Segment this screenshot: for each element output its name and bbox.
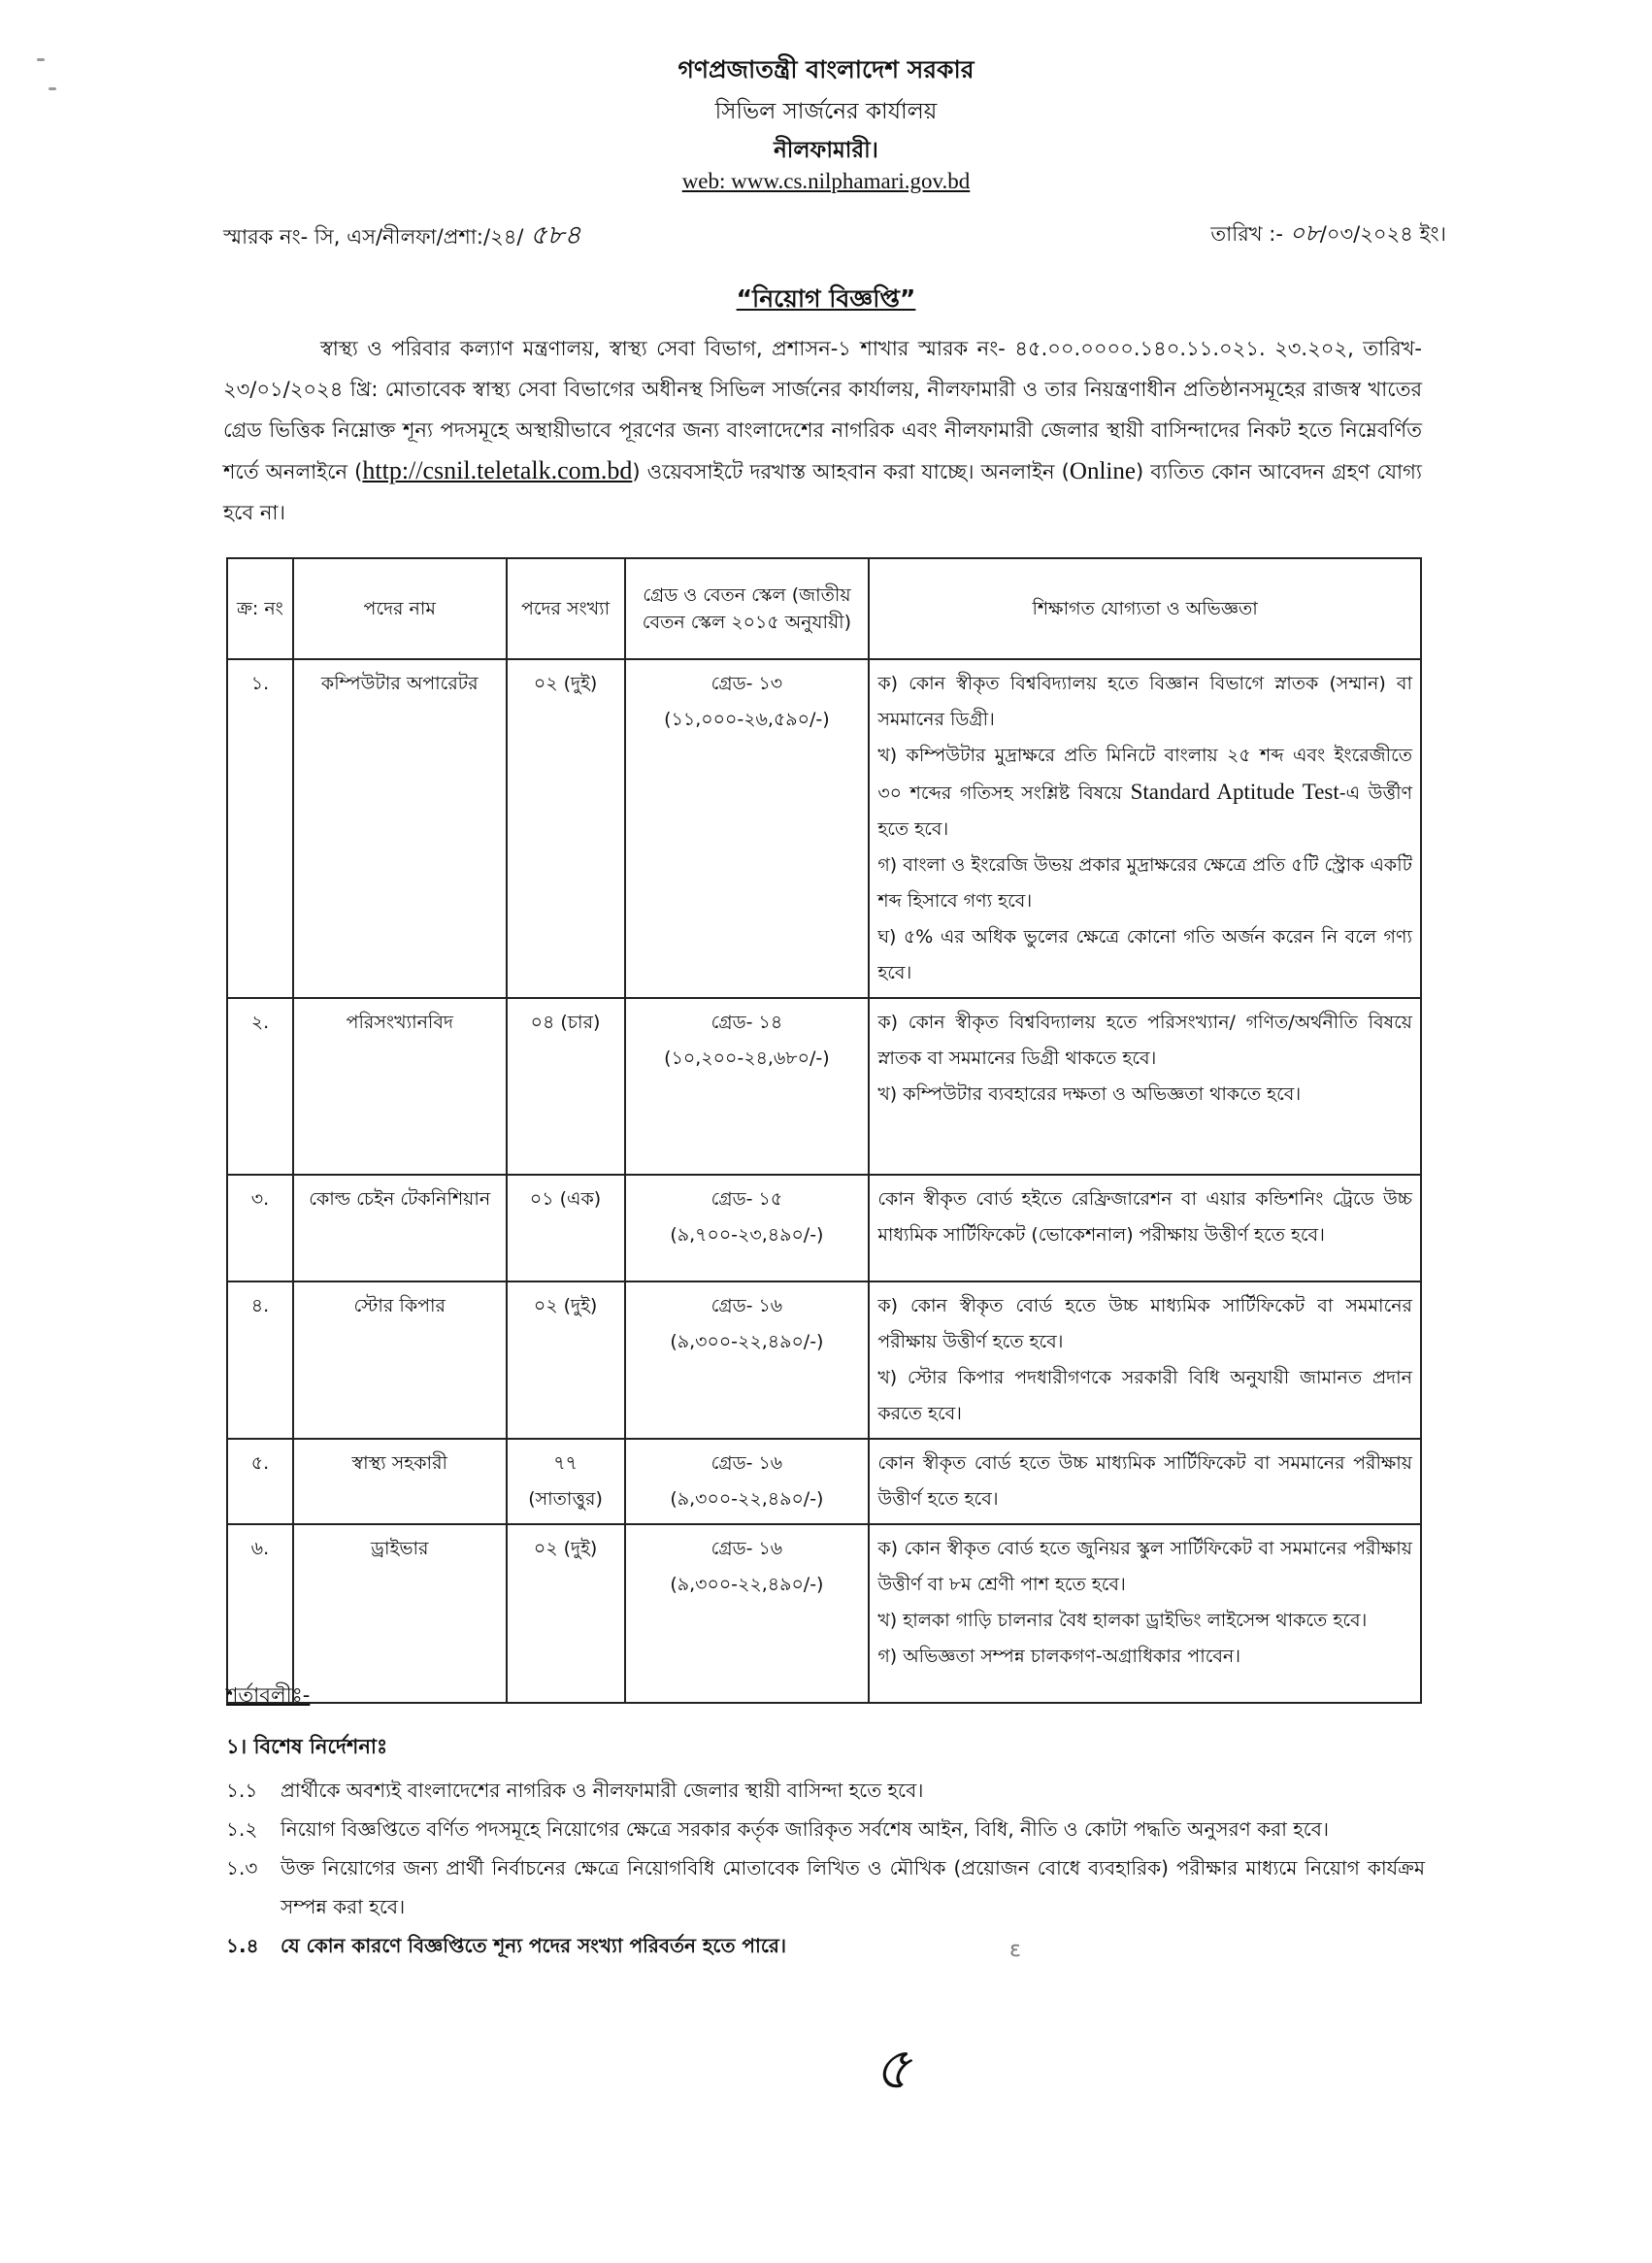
vacancy-table — [226, 557, 1422, 1704]
condition-text: যে কোন কারণে বিজ্ঞপ্তিতে শূন্য পদের সংখ্যা পরিবর্তন হতে পারে। — [281, 1934, 787, 1957]
row-qualification — [869, 1281, 1421, 1439]
row-grade — [625, 659, 870, 998]
date-label: তারিখ :- — [1210, 222, 1283, 246]
qual-item: ক) কোন স্বীকৃত বিশ্ববিদ্যালয় হতে পরিসংখ্যান/ গণিত/অর্থনীতি বিষয়ে স্নাতক বা সমমানের ডিগ্রী থাকতে হবে। — [877, 1012, 1412, 1069]
qual-item-latin: Standard Aptitude Test — [1130, 780, 1339, 804]
row-grade — [625, 1439, 870, 1524]
row-qualification — [869, 1524, 1421, 1703]
pay-scale: (১১,০০০-২৬,৫৯০/-) — [664, 709, 830, 730]
pay-scale: (১০,২০০-২৪,৬৮০/-) — [664, 1048, 830, 1069]
grade-label: গ্রেড- ১৩ — [710, 673, 783, 694]
condition-number: ১.১ — [226, 1779, 258, 1802]
intro-paragraph — [223, 328, 1422, 533]
grade-label: গ্রেড- ১৬ — [710, 1295, 783, 1316]
row-qualification — [869, 659, 1421, 998]
qual-item: ক) কোন স্বীকৃত বোর্ড হতে উচ্চ মাধ্যমিক সার্টিফিকেট বা সমমানের পরীক্ষায় উত্তীর্ণ হতে হবে। — [877, 1295, 1412, 1352]
pay-scale: (৯,৩০০-২২,৪৯০/-) — [670, 1331, 824, 1352]
scan-speck — [49, 87, 56, 90]
row-post-count: ০২ (দুই) — [507, 1524, 625, 1703]
condition-number: ১.৩ — [226, 1856, 258, 1880]
row-post-name: ড্রাইভার — [293, 1524, 507, 1703]
grade-label: গ্রেড- ১৫ — [710, 1188, 783, 1210]
row-grade — [625, 1524, 870, 1703]
row-qualification — [869, 1439, 1421, 1524]
intro-text-2: ) ওয়েবসাইটে দরখাস্ত আহবান করা যাচ্ছে। অনলাইন ( — [632, 460, 1070, 483]
qual-item: খ) কম্পিউটার ব্যবহারের দক্ষতা ও অভিজ্ঞতা থাকতে হবে। — [877, 1083, 1302, 1105]
row-post-count: ০২ (দুই) — [507, 659, 625, 998]
condition-item — [226, 1771, 1425, 1810]
condition-text: প্রার্থীকে অবশ্যই বাংলাদেশের নাগরিক ও নীলফামারী জেলার স্থায়ী বাসিন্দা হতে হবে। — [281, 1779, 924, 1802]
row-post-name: স্বাস্থ্য সহকারী — [293, 1439, 507, 1524]
conditions-heading: শর্তাবলীঃ- — [226, 1683, 311, 1707]
row-post-count: ০১ (এক) — [507, 1175, 625, 1281]
row-serial: ২. — [227, 998, 293, 1175]
table-row — [227, 1439, 1421, 1524]
table-row — [227, 659, 1421, 998]
row-grade — [625, 1175, 870, 1281]
memo-label: স্মারক নং- সি, এস/নীলফা/প্রশা:/২৪/ — [223, 225, 524, 249]
date-line — [1210, 216, 1446, 254]
header-post-count: পদের সংখ্যা — [507, 558, 625, 659]
memo-number — [223, 216, 581, 259]
row-serial: ৬. — [227, 1524, 293, 1703]
qual-item-text-end: -এ উর্ত্তীণ হতে হবে। — [877, 782, 1412, 840]
condition-item — [226, 1810, 1425, 1848]
row-post-name: স্টোর কিপার — [293, 1281, 507, 1439]
office-name: সিভিল সার্জনের কার্যালয় — [714, 99, 938, 124]
table-row — [227, 998, 1421, 1175]
date-rest: /০৩/২০২৪ ইং। — [1319, 222, 1446, 246]
apply-url-link[interactable]: http://csnil.teletalk.com.bd — [362, 456, 633, 484]
scan-speck — [37, 58, 45, 61]
header-qualification: শিক্ষাগত যোগ্যতা ও অভিজ্ঞতা — [869, 558, 1421, 659]
row-post-count: ০২ (দুই) — [507, 1281, 625, 1439]
grade-label: গ্রেড- ১৬ — [710, 1538, 783, 1559]
grade-label: গ্রেড- ১৪ — [710, 1012, 783, 1033]
online-word: Online — [1069, 458, 1136, 484]
qual-item: গ) বাংলা ও ইংরেজি উভয় প্রকার মুদ্রাক্ষরের ক্ষেত্রে প্রতি ৫টি স্ট্রোক একটি শব্দ হিসাবে গণ্য হবে। — [877, 854, 1412, 912]
conditions-list — [226, 1771, 1425, 1965]
table-row — [227, 1175, 1421, 1281]
district-name: নীলফামারী। — [774, 138, 878, 163]
govt-title: গণপ্রজাতন্ত্রী বাংলাদেশ সরকার — [677, 55, 975, 83]
qual-item: ঘ) ৫% এর অধিক ভুলের ক্ষেত্রে কোনো গতি অর্জন করেন নি বলে গণ্য হবে। — [877, 926, 1412, 983]
special-instructions-heading: ১। বিশেষ নির্দেশনাঃ — [226, 1735, 388, 1758]
condition-item — [226, 1848, 1425, 1926]
row-grade — [625, 998, 870, 1175]
condition-item — [226, 1926, 1425, 1965]
row-serial: ৩. — [227, 1175, 293, 1281]
page-number-mark: ৫ — [874, 2035, 911, 2103]
pay-scale: (৯,৩০০-২২,৪৯০/-) — [670, 1488, 824, 1510]
condition-text: নিয়োগ বিজ্ঞপ্তিতে বর্ণিত পদসমূহে নিয়োগের ক্ষেত্রে সরকার কর্তৃক জারিকৃত সর্বশেষ আইন, বিধি, নীতি ও কোটা পদ্ধতি অনুসরণ করা হবে। — [281, 1817, 1330, 1841]
row-post-count: ০৪ (চার) — [507, 998, 625, 1175]
qual-item — [877, 738, 1412, 848]
table-row — [227, 1281, 1421, 1439]
date-day: ০৮ — [1289, 219, 1320, 247]
header-grade-scale: গ্রেড ও বেতন স্কেল (জাতীয় বেতন স্কেল ২০১৫ অনুযায়ী) — [625, 558, 870, 659]
row-qualification — [869, 998, 1421, 1175]
notice-title: “নিয়োগ বিজ্ঞপ্তি” — [736, 284, 916, 313]
qual-item: কোন স্বীকৃত বোর্ড হতে উচ্চ মাধ্যমিক সার্টিফিকেট বা সমমানের পরীক্ষায় উত্তীর্ণ হতে হবে। — [877, 1452, 1412, 1510]
qual-item: গ) অভিজ্ঞতা সম্পন্ন চালকগণ-অগ্রাধিকার পাবেন। — [877, 1646, 1241, 1667]
pay-scale: (৯,৭০০-২৩,৪৯০/-) — [670, 1224, 824, 1246]
row-post-name: কোল্ড চেইন টেকনিশিয়ান — [293, 1175, 507, 1281]
memo-handwritten-number: ৫৮৪ — [530, 220, 581, 250]
side-mark: ɛ — [1009, 1938, 1021, 1962]
qual-item: কোন স্বীকৃত বোর্ড হইতে রেফ্রিজারেশন বা এয়ার কন্ডিশনিং ট্রেডে উচ্চ মাধ্যমিক সার্টিফিকেট (ভোকেশনাল) পরীক্ষায় উত্তীর্ণ হতে হবে। — [877, 1188, 1412, 1246]
qual-item: ক) কোন স্বীকৃত বিশ্ববিদ্যালয় হতে বিজ্ঞান বিভাগে স্নাতক (সম্মান) বা সমমানের ডিগ্রী। — [877, 673, 1412, 730]
pay-scale: (৯,৩০০-২২,৪৯০/-) — [670, 1574, 824, 1595]
header-serial: ক্র: নং — [227, 558, 293, 659]
qual-item: খ) স্টোর কিপার পদধারীগণকে সরকারী বিধি অনুযায়ী জামানত প্রদান করতে হবে। — [877, 1367, 1412, 1424]
row-post-name: কম্পিউটার অপারেটর — [293, 659, 507, 998]
row-post-name: পরিসংখ্যানবিদ — [293, 998, 507, 1175]
grade-label: গ্রেড- ১৬ — [710, 1452, 783, 1474]
table-row — [227, 1524, 1421, 1703]
qual-item: খ) হালকা গাড়ি চালনার বৈধ হালকা ড্রাইভিং লাইসেন্স থাকতে হবে। — [877, 1610, 1368, 1631]
website-line: web: www.cs.nilphamari.gov.bd — [681, 169, 971, 193]
header-post-name: পদের নাম — [293, 558, 507, 659]
row-qualification — [869, 1175, 1421, 1281]
qual-item-text: খ) কম্পিউটার মুদ্রাক্ষরে প্রতি মিনিটে বাংলায় ২৫ শব্দ এবং ইংরেজীতে ৩০ শব্দের গতিসহ সংশ্লিষ্ট বিষয়ে — [877, 745, 1412, 804]
row-serial: ১. — [227, 659, 293, 998]
row-serial: ৪. — [227, 1281, 293, 1439]
intro-text-3: ) ব্যতিত কোন আবেদন গ্রহণ যোগ্য হবে না। — [223, 460, 1422, 524]
row-serial: ৫. — [227, 1439, 293, 1524]
condition-number: ১.৪ — [226, 1934, 259, 1957]
condition-number: ১.২ — [226, 1817, 258, 1841]
intro-text-1: স্বাস্থ্য ও পরিবার কল্যাণ মন্ত্রণালয়, স্বাস্থ্য সেবা বিভাগ, প্রশাসন-১ শাখার স্মারক নং- ৪৫.০০.০০০০.১৪০.১১.০২১. ২৩.২০২, তারিখ- ২৩/০১/২০২৪ খ্রি: মোতাবেক স্বাস্থ্য সেবা বিভাগের অধীনস্থ সিভিল সার্জনের কার্যালয়, নীলফামারী ও তার নিয়ন্ত্রণাধীন প্রতিষ্ঠানসমূহের রাজস্ব খাতের গ্রেড ভিত্তিক নিম্নোক্ত শূন্য পদসমূহে অস্থায়ীভাবে পূরণের জন্য বাংলাদেশের নাগরিক এবং নীলফামারী জেলার স্থায়ী বাসিন্দাদের নিকট হতে নিম্নেবর্ণিত শর্তে অনলাইনে ( — [223, 337, 1422, 483]
qual-item: ক) কোন স্বীকৃত বোর্ড হতে জুনিয়র স্কুল সার্টিফিকেট বা সমমানের পরীক্ষায় উত্তীর্ণ বা ৮ম শ্রেণী পাশ হতে হবে। — [877, 1538, 1412, 1595]
condition-text: উক্ত নিয়োগের জন্য প্রার্থী নির্বাচনের ক্ষেত্রে নিয়োগবিধি মোতাবেক লিখিত ও মৌখিক (প্রয়োজন বোধে ব্যবহারিক) পরীক্ষার মাধ্যমে নিয়োগ কার্যক্রম সম্পন্ন করা হবে। — [281, 1856, 1425, 1918]
row-grade — [625, 1281, 870, 1439]
table-header-row — [227, 558, 1421, 659]
row-post-count: ৭৭ (সাতাত্তুর) — [507, 1439, 625, 1524]
